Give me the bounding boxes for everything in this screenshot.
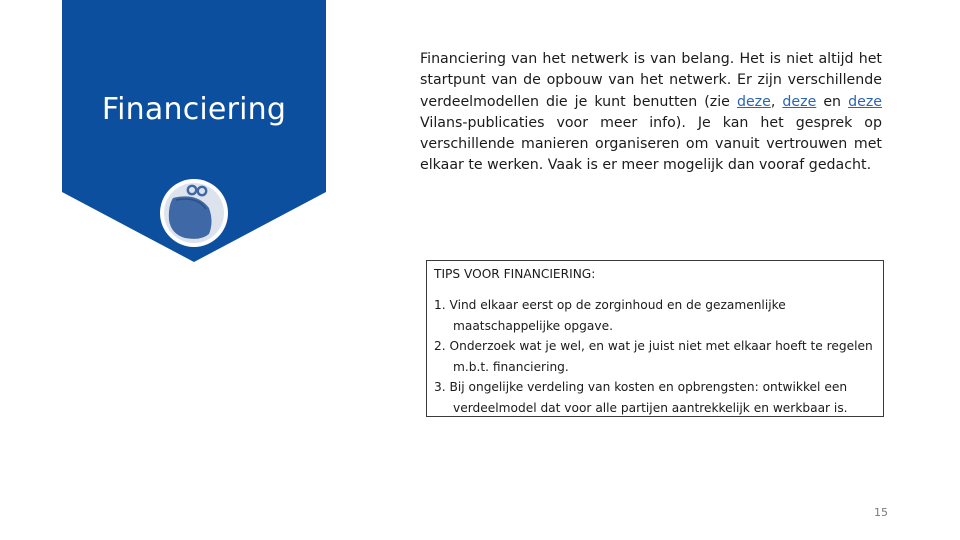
link-separator: , — [770, 93, 783, 110]
tips-box — [426, 260, 884, 417]
page-number: 15 — [874, 506, 888, 519]
intro-text-end: Vilans-publicaties voor meer info). Je kan het gesprek op verschillende manieren organiseren om vanuit vertrouwen met elkaar te werken. Vaak is er meer mogelijk dan vooraf gedacht. — [420, 114, 882, 174]
link-separator: en — [816, 93, 849, 110]
purse-icon — [159, 178, 229, 248]
publication-link-1[interactable]: deze — [736, 93, 771, 110]
publication-link-2[interactable]: deze — [782, 93, 817, 110]
intro-text-start: Financiering van het netwerk is van belang. Het is niet altijd het startpunt van de opbouw van het netwerk. Er zijn verschillende verdeelmodellen die je kunt benutten (zie — [420, 51, 882, 110]
tip-item: 3. Bij ongelijke verdeling van kosten en opbrengsten: ontwikkel een verdeelmodel dat voor alle partijen aantrekkelijk en werkbaar is. — [434, 380, 848, 415]
section-banner — [62, 0, 326, 264]
tips-heading-strong: TIPS — [434, 267, 461, 281]
publication-link-3[interactable]: deze — [848, 93, 882, 110]
tips-heading-rest: VOOR FINANCIERING: — [460, 267, 596, 281]
tip-item: 2. Onderzoek wat je wel, en wat je juist niet met elkaar hoeft te regelen m.b.t. financiering. — [434, 339, 873, 374]
intro-paragraph — [420, 49, 882, 177]
section-title: Financiering — [101, 92, 287, 127]
tip-item: 1. Vind elkaar eerst op de zorginhoud en de gezamenlijke maatschappelijke opgave. — [434, 298, 786, 333]
tips-list — [434, 295, 878, 418]
tips-heading — [434, 267, 595, 281]
